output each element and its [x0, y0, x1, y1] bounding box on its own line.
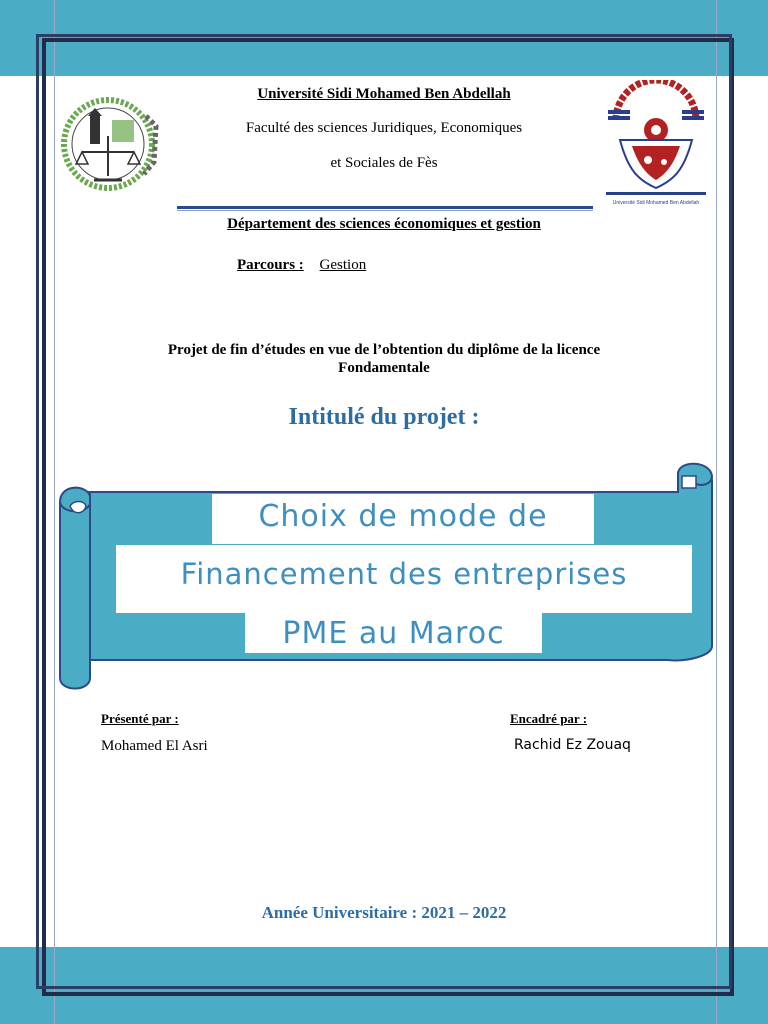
pfe-line-2: Fondamentale: [338, 360, 430, 376]
department: Département des sciences économiques et gestion: [227, 216, 541, 232]
intitule-heading: Intitulé du projet :: [288, 404, 480, 430]
supervised-label: Encadré par :: [510, 711, 588, 726]
parcours-label: Parcours :: [237, 257, 304, 273]
parcours: [237, 257, 366, 274]
project-title-line-1: Choix de mode de: [212, 494, 594, 544]
faculty-line-1: Faculté des sciences Juridiques, Economiques: [245, 120, 523, 136]
pfe-line-1: Projet de fin d’études en vue de l’obtention du diplôme de la licence: [167, 342, 601, 358]
presented-name: Mohamed El Asri: [101, 738, 208, 754]
faculty-line-2: et Sociales de Fès: [330, 155, 438, 171]
svg-text:Université Sidi Mohamed Ben Ab: Université Sidi Mohamed Ben Abdellah: [612, 200, 700, 206]
faculty-logo: [60, 96, 162, 194]
pfe-statement: [0, 341, 768, 377]
university-name: Université Sidi Mohamed Ben Abdellah: [257, 86, 511, 102]
presented-label: Présenté par :: [101, 711, 179, 726]
project-title-line-3: PME au Maroc: [245, 613, 542, 653]
project-title-line-2: Financement des entreprises: [116, 545, 692, 613]
academic-year: Année Universitaire : 2021 – 2022: [261, 903, 507, 922]
divider-thin: [177, 210, 593, 211]
divider: [177, 206, 593, 209]
supervised-name: Rachid Ez Zouaq: [514, 737, 631, 753]
parcours-value: Gestion: [319, 257, 367, 273]
